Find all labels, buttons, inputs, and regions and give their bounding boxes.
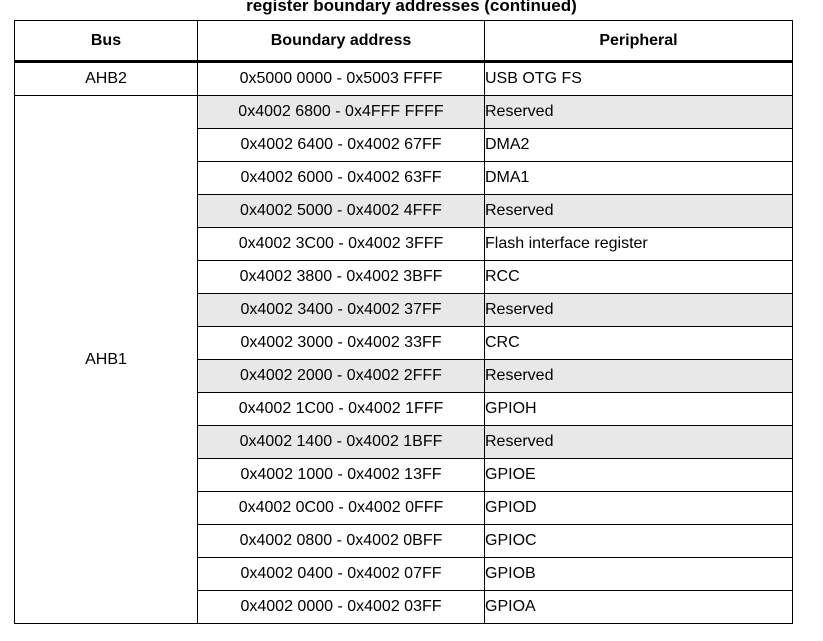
peripheral-cell: Reserved: [485, 195, 793, 228]
peripheral-cell: DMA1: [485, 162, 793, 195]
address-cell: 0x4002 3000 - 0x4002 33FF: [198, 327, 485, 360]
peripheral-cell: RCC: [485, 261, 793, 294]
peripheral-cell: DMA2: [485, 129, 793, 162]
bus-cell-ahb1: AHB1: [15, 96, 198, 624]
address-cell: 0x4002 1400 - 0x4002 1BFF: [198, 426, 485, 459]
column-header-boundary-address: Boundary address: [198, 21, 485, 62]
peripheral-cell: GPIOH: [485, 393, 793, 426]
address-cell: 0x4002 1000 - 0x4002 13FF: [198, 459, 485, 492]
table-body: [15, 62, 793, 624]
table-row: [15, 62, 793, 96]
address-cell: 0x4002 0C00 - 0x4002 0FFF: [198, 492, 485, 525]
peripheral-cell: Flash interface register: [485, 228, 793, 261]
address-cell: 0x4002 6000 - 0x4002 63FF: [198, 162, 485, 195]
address-cell: 0x4002 6800 - 0x4FFF FFFF: [198, 96, 485, 129]
table-header-row: [15, 21, 793, 62]
register-boundary-table: [14, 20, 793, 624]
peripheral-cell: Reserved: [485, 360, 793, 393]
address-cell: 0x4002 0400 - 0x4002 07FF: [198, 558, 485, 591]
address-cell: 0x4002 3C00 - 0x4002 3FFF: [198, 228, 485, 261]
address-cell: 0x4002 5000 - 0x4002 4FFF: [198, 195, 485, 228]
address-cell: 0x4002 0800 - 0x4002 0BFF: [198, 525, 485, 558]
column-header-peripheral: Peripheral: [485, 21, 793, 62]
peripheral-cell: GPIOA: [485, 591, 793, 624]
peripheral-cell: GPIOB: [485, 558, 793, 591]
table-row: [15, 96, 793, 129]
peripheral-cell: GPIOC: [485, 525, 793, 558]
address-cell: 0x4002 3800 - 0x4002 3BFF: [198, 261, 485, 294]
address-cell: 0x4002 6400 - 0x4002 67FF: [198, 129, 485, 162]
peripheral-cell: Reserved: [485, 96, 793, 129]
column-header-bus: Bus: [15, 21, 198, 62]
table-caption: register boundary addresses (continued): [246, 0, 577, 15]
peripheral-cell: USB OTG FS: [485, 62, 793, 96]
address-cell: 0x5000 0000 - 0x5003 FFFF: [198, 62, 485, 96]
address-cell: 0x4002 3400 - 0x4002 37FF: [198, 294, 485, 327]
bus-cell-ahb2: AHB2: [15, 62, 198, 96]
peripheral-cell: Reserved: [485, 426, 793, 459]
peripheral-cell: CRC: [485, 327, 793, 360]
address-cell: 0x4002 0000 - 0x4002 03FF: [198, 591, 485, 624]
address-cell: 0x4002 1C00 - 0x4002 1FFF: [198, 393, 485, 426]
peripheral-cell: GPIOD: [485, 492, 793, 525]
address-cell: 0x4002 2000 - 0x4002 2FFF: [198, 360, 485, 393]
peripheral-cell: Reserved: [485, 294, 793, 327]
peripheral-cell: GPIOE: [485, 459, 793, 492]
